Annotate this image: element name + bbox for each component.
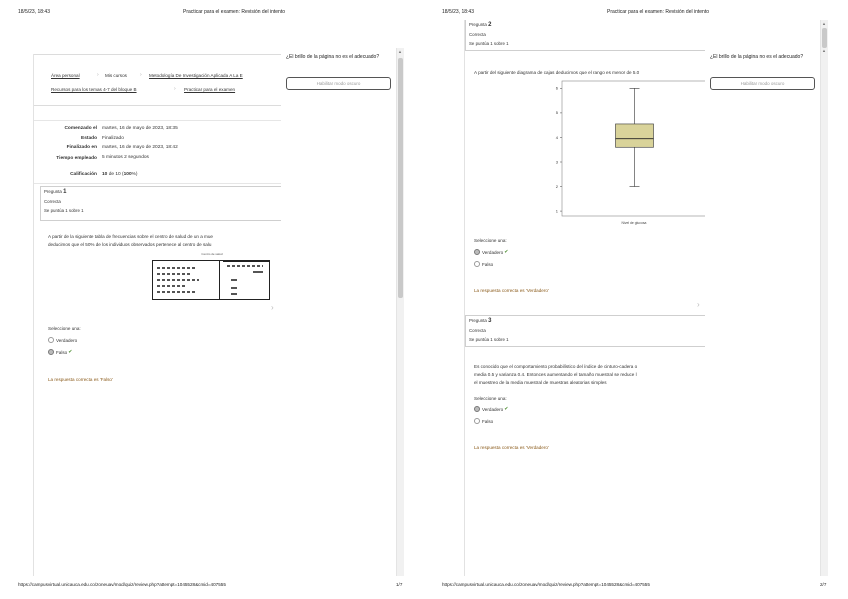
- chevron-right-icon: ›: [697, 300, 700, 309]
- radio-selected-icon[interactable]: [48, 349, 54, 355]
- y-tick-label: 4: [555, 134, 558, 140]
- dark-mode-question: ¿El brillo de la página no es el adecuado?: [710, 54, 804, 60]
- option-false[interactable]: Falso: [474, 261, 493, 267]
- option-true[interactable]: Verdadero ✔: [474, 249, 508, 255]
- option-true[interactable]: Verdadero: [48, 337, 77, 343]
- breadcrumb-home[interactable]: Área personal: [51, 73, 80, 78]
- page-content: [33, 54, 281, 576]
- breadcrumb-separator-icon: ›: [140, 72, 142, 78]
- radio-selected-icon[interactable]: [474, 406, 480, 412]
- option-false[interactable]: Falso ✔: [48, 349, 72, 355]
- radio-icon[interactable]: [48, 337, 54, 343]
- option-false[interactable]: Falso: [474, 418, 493, 424]
- footer-url: https://campusvirtual.unicauca.edu.co/zoneuav/mod/quiz/review.php?attempt=1045528&cmid=407555: [442, 582, 650, 587]
- footer-page: 1/7: [396, 582, 403, 587]
- question-text-line: el muestreo de la media muestral de muestras aleatorias simples: [474, 380, 607, 385]
- breadcrumb-course[interactable]: Metodología De Investigación Aplicada A La E: [149, 73, 243, 78]
- scroll-thumb[interactable]: [398, 58, 403, 298]
- scrollbar[interactable]: [396, 48, 404, 576]
- option-true[interactable]: Verdadero ✔: [474, 406, 508, 412]
- correct-answer: La respuesta correcta es 'Falso': [48, 377, 113, 382]
- plot-area: [562, 81, 705, 216]
- question-state: Correcta: [44, 199, 61, 204]
- scroll-up-icon[interactable]: ▲: [398, 49, 402, 54]
- header-date: 18/5/23, 18:43: [18, 9, 50, 15]
- x-category-label: Nivel de glucosa: [621, 221, 647, 225]
- y-tick-label: 3: [555, 159, 558, 165]
- scroll-thumb[interactable]: [822, 28, 827, 48]
- breadcrumb-courses[interactable]: Mis cursos: [105, 73, 127, 78]
- y-tick-label: 5: [555, 110, 558, 116]
- frequency-table-figure: [152, 252, 272, 256]
- radio-icon[interactable]: [474, 261, 480, 267]
- frequency-table: [152, 260, 270, 300]
- footer-page: 2/7: [820, 582, 827, 587]
- footer-url: https://campusvirtual.unicauca.edu.co/zoneuav/mod/quiz/review.php?attempt=1045528&cmid=407555: [18, 582, 226, 587]
- question-points: Se puntúa 1 sobre 1: [44, 208, 84, 213]
- dark-mode-button[interactable]: Habilitar modo oscuro: [710, 77, 815, 90]
- question-text-line: media 0.5 y varianza 0.4. Entonces aumentando el tamaño muestral se reduce l: [474, 372, 637, 377]
- question-info: Pregunta 2 Correcta Se puntúa 1 sobre 1: [465, 20, 705, 51]
- select-one-label: Seleccione una:: [474, 238, 507, 243]
- question-text-line: A partir del siguiente diagrama de cajas deducimos que el rango es menor de 5.0: [474, 70, 640, 75]
- scroll-up-icon[interactable]: ▲: [822, 21, 826, 26]
- attempt-summary: Comenzado el martes, 16 de mayo de 2023, 18:35 Estado Finalizado Finalizado en martes, 16 de mayo de 2023, 18:42 Tiempo empleado 5 minutos 2 segundos Calificación 10 de 10 (100%): [34, 120, 281, 184]
- radio-selected-icon[interactable]: [474, 249, 480, 255]
- breadcrumb-separator-icon: ›: [97, 72, 99, 78]
- y-tick-label: 6: [555, 85, 558, 91]
- question-text-line: Es conocido que el comportamiento probabilístico del índice de cinturo-cadera o: [474, 364, 638, 369]
- question-info: Pregunta 3 Correcta Se puntúa 1 sobre 1: [465, 315, 705, 347]
- dark-mode-button[interactable]: Habilitar modo oscuro: [286, 77, 391, 90]
- select-one-label: Seleccione una:: [48, 326, 81, 331]
- header-title: Practicar para el examen: Revisión del intento: [183, 9, 285, 15]
- breadcrumb-quiz[interactable]: Practicar para el examen: [184, 87, 236, 92]
- select-one-label: Seleccione una:: [474, 396, 507, 401]
- correct-answer: La respuesta correcta es 'Verdadero': [474, 445, 549, 450]
- scroll-up-icon[interactable]: ▲: [822, 48, 826, 53]
- question-info: Pregunta 1 Correcta Se puntúa 1 sobre 1: [40, 186, 281, 221]
- dark-mode-question: ¿El brillo de la página no es el adecuado?: [286, 54, 380, 60]
- chevron-right-icon: ›: [271, 303, 274, 312]
- question-state: Correcta: [469, 328, 486, 333]
- check-icon: ✔: [68, 349, 73, 355]
- scrollbar[interactable]: [820, 20, 828, 576]
- radio-icon[interactable]: [474, 418, 480, 424]
- header-title: Practicar para el examen: Revisión del intento: [607, 9, 709, 15]
- y-tick-label: 1: [555, 208, 558, 214]
- breadcrumb: [34, 54, 281, 106]
- check-icon: ✔: [504, 249, 509, 255]
- breadcrumb-separator-icon: ›: [174, 86, 176, 92]
- table-title: Centro de salud: [201, 252, 223, 256]
- question-state: Correcta: [469, 32, 486, 37]
- breadcrumb-resources[interactable]: Recursos para los temas 4-7 del bloque B: [51, 87, 137, 92]
- print-page-2: [424, 0, 848, 599]
- box-plot-chart: [545, 78, 705, 228]
- question-points: Se puntúa 1 sobre 1: [469, 41, 509, 46]
- page-content: [464, 20, 705, 576]
- y-tick-label: 2: [555, 183, 558, 189]
- correct-answer: La respuesta correcta es 'Verdadero': [474, 288, 549, 293]
- check-icon: ✔: [504, 406, 509, 412]
- question-text-line: A partir de la siguiente tabla de frecuencias sobre el centro de salud de un a mue: [48, 234, 213, 239]
- question-text-line: deducimos que el 50% de los individuos observados pertenece al centro de salu: [48, 242, 212, 247]
- header-date: 18/5/23, 18:43: [442, 9, 474, 15]
- question-points: Se puntúa 1 sobre 1: [469, 337, 509, 342]
- iqr-box: [616, 124, 654, 147]
